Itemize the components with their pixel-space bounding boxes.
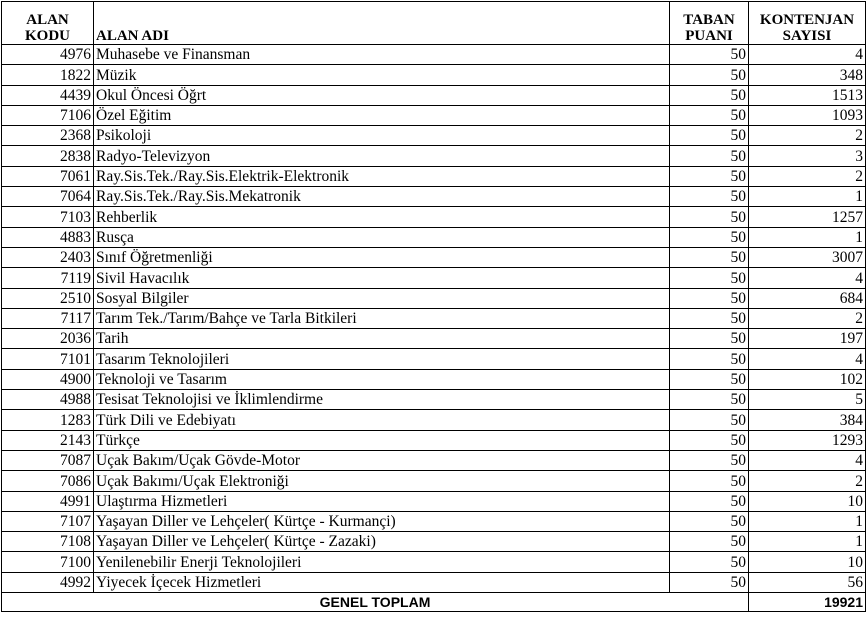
cell-code: 7106 (2, 105, 94, 125)
cell-code: 1822 (2, 65, 94, 85)
cell-quota: 2 (749, 126, 866, 146)
cell-name: Rehberlik (94, 207, 670, 227)
cell-name: Türkçe (94, 430, 670, 450)
cell-name: Uçak Bakım/Uçak Gövde-Motor (94, 450, 670, 470)
table-body (2, 45, 866, 593)
total-value: 19921 (749, 593, 866, 612)
table-row (2, 126, 866, 146)
cell-quota: 4 (749, 450, 866, 470)
cell-code: 2838 (2, 146, 94, 166)
table-row (2, 410, 866, 430)
cell-score: 50 (670, 207, 749, 227)
cell-score: 50 (670, 552, 749, 572)
header-row (2, 2, 866, 45)
cell-score: 50 (670, 105, 749, 125)
cell-code: 7101 (2, 349, 94, 369)
cell-quota: 4 (749, 349, 866, 369)
table-row (2, 511, 866, 531)
cell-name: Yaşayan Diller ve Lehçeler( Kürtçe - Zazaki) (94, 532, 670, 552)
header-quota-line1: KONTENJAN (759, 12, 855, 28)
table-row (2, 308, 866, 328)
header-quota (749, 2, 866, 45)
table-header (2, 2, 866, 45)
cell-code: 7117 (2, 308, 94, 328)
table-row (2, 268, 866, 288)
cell-code: 4992 (2, 572, 94, 592)
cell-quota: 4 (749, 268, 866, 288)
cell-name: Özel Eğitim (94, 105, 670, 125)
table-row (2, 187, 866, 207)
cell-name: Tesisat Teknolojisi ve İklimlendirme (94, 390, 670, 410)
table-row (2, 65, 866, 85)
cell-name: Sivil Havacılık (94, 268, 670, 288)
cell-name: Psikoloji (94, 126, 670, 146)
cell-score: 50 (670, 65, 749, 85)
cell-name: Yiyecek İçecek Hizmetleri (94, 572, 670, 592)
table-row (2, 491, 866, 511)
cell-quota: 348 (749, 65, 866, 85)
header-score-line2: PUANI (685, 28, 733, 44)
header-code-line1: ALAN (26, 12, 69, 28)
cell-score: 50 (670, 572, 749, 592)
table-row (2, 532, 866, 552)
cell-score: 50 (670, 288, 749, 308)
cell-name: Yaşayan Diller ve Lehçeler( Kürtçe - Kurmançi) (94, 511, 670, 531)
table-row (2, 85, 866, 105)
table-row (2, 45, 866, 65)
table-row (2, 207, 866, 227)
table-row (2, 105, 866, 125)
cell-name: Teknoloji ve Tasarım (94, 369, 670, 389)
cell-code: 4900 (2, 369, 94, 389)
cell-score: 50 (670, 268, 749, 288)
cell-quota: 2 (749, 308, 866, 328)
header-score-line1: TABAN (683, 12, 735, 28)
cell-name: Sosyal Bilgiler (94, 288, 670, 308)
cell-score: 50 (670, 491, 749, 511)
cell-code: 7086 (2, 471, 94, 491)
total-row (2, 593, 866, 612)
cell-name: Muhasebe ve Finansman (94, 45, 670, 65)
cell-name: Ray.Sis.Tek./Ray.Sis.Mekatronik (94, 187, 670, 207)
table-row (2, 288, 866, 308)
cell-code: 7103 (2, 207, 94, 227)
table-row (2, 552, 866, 572)
cell-quota: 10 (749, 491, 866, 511)
cell-name: Tasarım Teknolojileri (94, 349, 670, 369)
cell-name: Türk Dili ve Edebiyatı (94, 410, 670, 430)
table-footer (2, 593, 866, 612)
table-row (2, 369, 866, 389)
header-code (2, 2, 94, 45)
cell-score: 50 (670, 146, 749, 166)
cell-code: 2368 (2, 126, 94, 146)
cell-quota: 3 (749, 146, 866, 166)
table-row (2, 390, 866, 410)
cell-score: 50 (670, 247, 749, 267)
cell-code: 7108 (2, 532, 94, 552)
cell-quota: 102 (749, 369, 866, 389)
header-code-line2: KODU (25, 28, 70, 44)
cell-score: 50 (670, 308, 749, 328)
cell-quota: 2 (749, 166, 866, 186)
cell-score: 50 (670, 430, 749, 450)
cell-quota: 56 (749, 572, 866, 592)
cell-code: 4988 (2, 390, 94, 410)
cell-code: 2403 (2, 247, 94, 267)
cell-code: 4883 (2, 227, 94, 247)
cell-score: 50 (670, 532, 749, 552)
quota-table (1, 1, 866, 612)
cell-quota: 684 (749, 288, 866, 308)
cell-score: 50 (670, 329, 749, 349)
cell-score: 50 (670, 45, 749, 65)
cell-quota: 1513 (749, 85, 866, 105)
cell-quota: 1 (749, 227, 866, 247)
cell-quota: 4 (749, 45, 866, 65)
cell-name: Sınıf Öğretmenliği (94, 247, 670, 267)
cell-quota: 1 (749, 532, 866, 552)
total-label: GENEL TOPLAM (2, 593, 749, 612)
cell-code: 7119 (2, 268, 94, 288)
cell-code: 2510 (2, 288, 94, 308)
table-row (2, 166, 866, 186)
cell-name: Müzik (94, 65, 670, 85)
table-row (2, 146, 866, 166)
cell-score: 50 (670, 126, 749, 146)
cell-code: 4976 (2, 45, 94, 65)
cell-code: 7100 (2, 552, 94, 572)
header-quota-line2: SAYISI (782, 28, 832, 44)
header-score (670, 2, 749, 45)
cell-code: 7107 (2, 511, 94, 531)
cell-quota: 1 (749, 187, 866, 207)
cell-quota: 10 (749, 552, 866, 572)
cell-quota: 384 (749, 410, 866, 430)
cell-score: 50 (670, 390, 749, 410)
cell-score: 50 (670, 369, 749, 389)
cell-quota: 2 (749, 471, 866, 491)
cell-quota: 1293 (749, 430, 866, 450)
cell-score: 50 (670, 349, 749, 369)
cell-name: Tarih (94, 329, 670, 349)
cell-code: 2036 (2, 329, 94, 349)
table-row (2, 471, 866, 491)
table-row (2, 430, 866, 450)
cell-score: 50 (670, 471, 749, 491)
cell-score: 50 (670, 511, 749, 531)
cell-score: 50 (670, 85, 749, 105)
table-row (2, 247, 866, 267)
table-row (2, 450, 866, 470)
cell-name: Ray.Sis.Tek./Ray.Sis.Elektrik-Elektronik (94, 166, 670, 186)
cell-name: Okul Öncesi Öğrt (94, 85, 670, 105)
cell-quota: 1093 (749, 105, 866, 125)
cell-name: Ulaştırma Hizmetleri (94, 491, 670, 511)
cell-score: 50 (670, 410, 749, 430)
cell-code: 7087 (2, 450, 94, 470)
cell-code: 7061 (2, 166, 94, 186)
cell-name: Rusça (94, 227, 670, 247)
cell-quota: 1257 (749, 207, 866, 227)
cell-code: 4991 (2, 491, 94, 511)
cell-score: 50 (670, 166, 749, 186)
cell-quota: 1 (749, 511, 866, 531)
cell-score: 50 (670, 450, 749, 470)
cell-quota: 5 (749, 390, 866, 410)
cell-name: Radyo-Televizyon (94, 146, 670, 166)
cell-name: Yenilenebilir Enerji Teknolojileri (94, 552, 670, 572)
cell-code: 4439 (2, 85, 94, 105)
cell-code: 7064 (2, 187, 94, 207)
cell-code: 2143 (2, 430, 94, 450)
cell-score: 50 (670, 187, 749, 207)
table-row (2, 572, 866, 592)
cell-quota: 197 (749, 329, 866, 349)
table-row (2, 329, 866, 349)
table-row (2, 349, 866, 369)
header-name: ALAN ADI (94, 2, 670, 45)
table-row (2, 227, 866, 247)
cell-code: 1283 (2, 410, 94, 430)
cell-name: Tarım Tek./Tarım/Bahçe ve Tarla Bitkileri (94, 308, 670, 328)
cell-score: 50 (670, 227, 749, 247)
cell-quota: 3007 (749, 247, 866, 267)
cell-name: Uçak Bakımı/Uçak Elektroniği (94, 471, 670, 491)
